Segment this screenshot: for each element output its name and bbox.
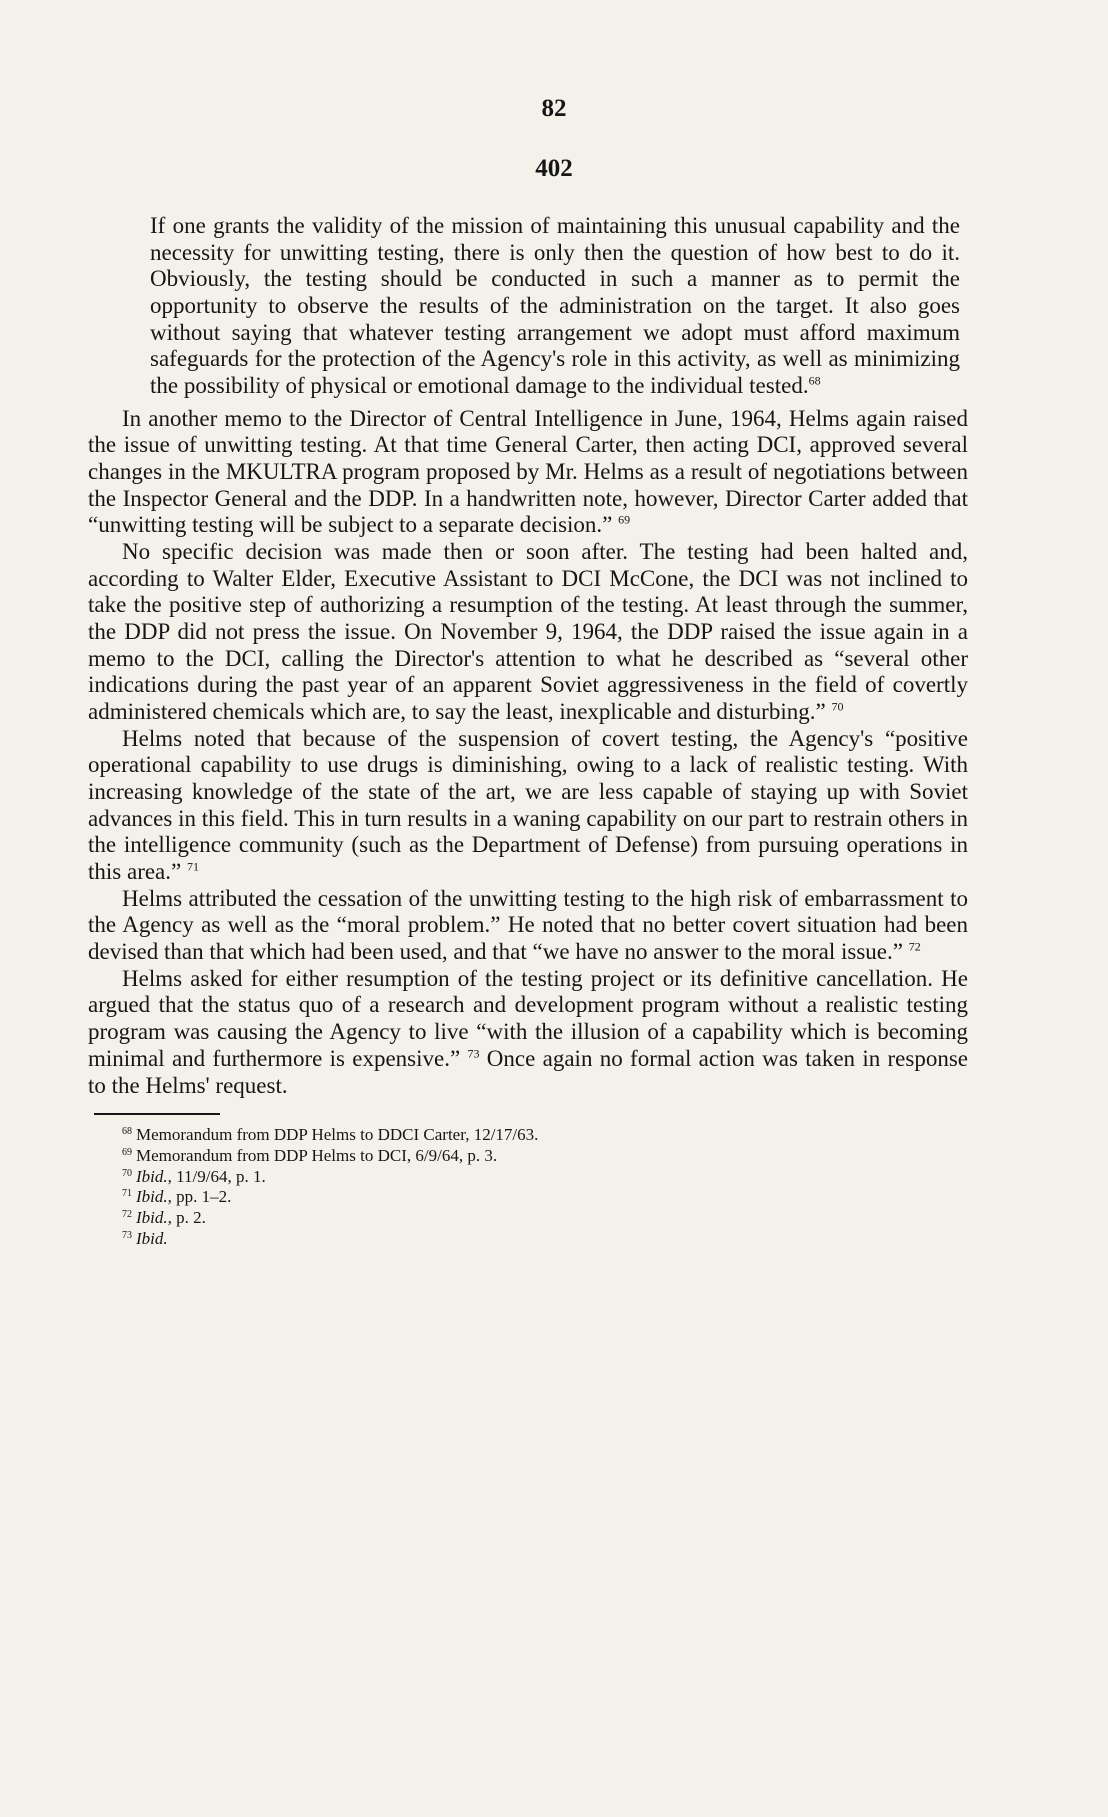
- footnote: [122, 1229, 968, 1250]
- footnote-ibid: Ibid.: [136, 1187, 168, 1207]
- footnote-text: [136, 1187, 231, 1208]
- body-text: [88, 213, 968, 1250]
- paragraph: [88, 726, 968, 886]
- footnote: [122, 1125, 968, 1146]
- footnote-mark: 68: [122, 1126, 132, 1138]
- footnote: [122, 1208, 968, 1229]
- footnote-ref: 70: [831, 699, 844, 714]
- footnote-text: [136, 1208, 206, 1229]
- footnote-mark: 69: [122, 1146, 132, 1158]
- footnotes: [88, 1125, 968, 1249]
- footnote-ibid: Ibid.: [136, 1208, 168, 1228]
- paragraph: [88, 966, 968, 1099]
- footnote-text: Memorandum from DDP Helms to DCI, 6/9/64, p. 3.: [136, 1145, 498, 1165]
- footnote-text: Memorandum from DDP Helms to DDCI Carter, 12/17/63.: [136, 1125, 539, 1145]
- footnote: [122, 1146, 968, 1167]
- footnote-mark: 71: [122, 1188, 132, 1200]
- block-quote-text: If one grants the validity of the mission of maintaining this unusual capability and the necessity for unwitting testing, there is only then the question of how best to do it. Obviously, the testing should be conducted in such a manner as to permit the opportunity to observe the results of the administration on the target. It also goes without saying that whatever testing arrangement we adopt must afford maximum safeguards for the protection of the Agency's role in this activity, as well as minimizing the possibility of physical or emotional damage to the individual tested.: [150, 213, 960, 399]
- footnote: [122, 1187, 968, 1208]
- footnote-mark: 72: [122, 1209, 132, 1221]
- paragraph-text: Helms noted that because of the suspension of covert testing, the Agency's “positive operational capability to use drugs is diminishing, owing to a lack of realistic testing. With increasing knowledge of the state of the art, we are less capable of staying up with Soviet advances in this field. This in turn results in a waning capability on our part to restrain others in the intelligence community (such as the Department of Defense) from pursuing operations in this area.”: [88, 725, 968, 885]
- paragraph-text: Helms asked for either resumption of the testing project or its definitive cancellation. He argued that the status quo of a research and development program without a realistic testing program was causing the Agency to live “with the illusion of a capability which is becoming minimal and furthermore is expensive.”: [88, 965, 968, 1071]
- original-page-number: 402: [535, 155, 573, 182]
- footnote-mark: 73: [122, 1229, 132, 1241]
- footnote-divider: [94, 1113, 220, 1115]
- page-number: 82: [541, 95, 567, 122]
- paragraph-text: Once again no formal action was taken in response to the Helms' request.: [88, 1045, 969, 1098]
- footnote-citation: , pp. 1–2.: [167, 1187, 232, 1207]
- footnote-citation: , 11/9/64, p. 1.: [167, 1166, 266, 1186]
- paragraph-text: In another memo to the Director of Central Intelligence in June, 1964, Helms again raised the issue of unwitting testing. At that time General Carter, then acting DCI, approved several changes in the MKULTRA program proposed by Mr. Helms as a result of negotiations between the Inspector General and the DDP. In a handwritten note, however, Director Carter added that “unwitting testing will be subject to a separate decision.”: [88, 405, 968, 538]
- paragraph-text: Helms attributed the cessation of the unwitting testing to the high risk of embarrassment to the Agency as well as the “moral problem.” He noted that no better covert situation had been devised than that which had been used, and that “we have no answer to the moral issue.”: [88, 885, 968, 965]
- paragraph: [88, 886, 968, 966]
- footnote-ibid: Ibid.: [136, 1166, 168, 1186]
- footnote: [122, 1167, 968, 1188]
- footnote-ref: 73: [467, 1046, 480, 1061]
- footnote-ibid: Ibid.: [136, 1228, 168, 1248]
- paragraph: [88, 539, 968, 726]
- footnote-text: [136, 1229, 168, 1250]
- block-quote: [88, 213, 968, 400]
- footnote-ref: 71: [186, 859, 199, 874]
- footnote-ref: 69: [618, 512, 631, 527]
- footnote-ref: 68: [808, 373, 821, 388]
- footnote-citation: , p. 2.: [167, 1208, 206, 1228]
- paragraph: [88, 406, 968, 539]
- paragraph-text: No specific decision was made then or soon after. The testing had been halted and, according to Walter Elder, Executive Assistant to DCI McCone, the DCI was not inclined to take the positive step of authorizing a resumption of the testing. At least through the summer, the DDP did not press the issue. On November 9, 1964, the DDP raised the issue again in a memo to the DCI, calling the Director's attention to what he described as “several other indications during the past year of an apparent Soviet aggressiveness in the field of covertly administered chemicals which are, to say the least, inexplicable and disturbing.”: [88, 539, 968, 725]
- footnote-ref: 72: [908, 939, 921, 954]
- footnote-mark: 70: [122, 1167, 132, 1179]
- footnote-text: [136, 1167, 266, 1188]
